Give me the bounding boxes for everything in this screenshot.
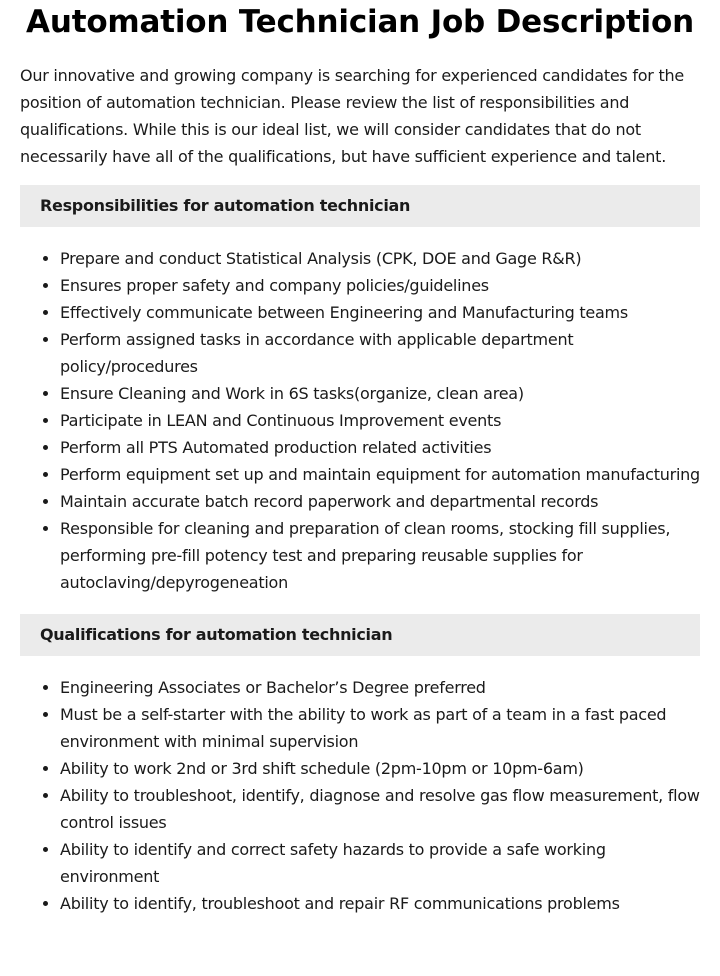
list-item: • Ability to troubleshoot, identify, diagnose and resolve gas flow measurement, flow control issues: [60, 782, 700, 836]
list-item: • Perform assigned tasks in accordance with applicable department policy/procedures: [60, 326, 700, 380]
list-item: • Must be a self-starter with the ability to work as part of a team in a fast paced environment with minimal supervision: [60, 701, 700, 755]
list-item: • Ability to identify, troubleshoot and repair RF communications problems: [60, 890, 700, 917]
list-item: • Perform equipment set up and maintain equipment for automation manufacturing: [60, 461, 700, 488]
responsibilities-heading: Responsibilities for automation technician: [20, 185, 700, 227]
list-item: • Participate in LEAN and Continuous Improvement events: [60, 407, 700, 434]
list-item: • Prepare and conduct Statistical Analysis (CPK, DOE and Gage R&R): [60, 245, 700, 272]
list-item: • Ensure Cleaning and Work in 6S tasks(organize, clean area): [60, 380, 700, 407]
list-item: • Maintain accurate batch record paperwork and departmental records: [60, 488, 700, 515]
list-item: • Effectively communicate between Engineering and Manufacturing teams: [60, 299, 700, 326]
list-item: • Responsible for cleaning and preparation of clean rooms, stocking fill supplies, performing pre-fill potency test and preparing reusable supplies for autoclaving/depyrogeneation: [60, 515, 700, 596]
qualifications-heading: Qualifications for automation technician: [20, 614, 700, 656]
list-item: • Perform all PTS Automated production related activities: [60, 434, 700, 461]
responsibilities-list: [20, 245, 700, 596]
list-item: • Ability to identify and correct safety hazards to provide a safe working environment: [60, 836, 700, 890]
list-item: • Ability to work 2nd or 3rd shift schedule (2pm-10pm or 10pm-6am): [60, 755, 700, 782]
page-title: Automation Technician Job Description: [26, 4, 694, 40]
list-item: • Ensures proper safety and company policies/guidelines: [60, 272, 700, 299]
intro-paragraph: Our innovative and growing company is searching for experienced candidates for the position of automation technician. Please review the list of responsibilities and qualifications. While this is our ideal list, we will consider candidates that do not necessarily have all of the qualifications, but have sufficient experience and talent.: [20, 66, 684, 166]
qualifications-list: [20, 674, 700, 917]
list-item: • Engineering Associates or Bachelor’s Degree preferred: [60, 674, 700, 701]
